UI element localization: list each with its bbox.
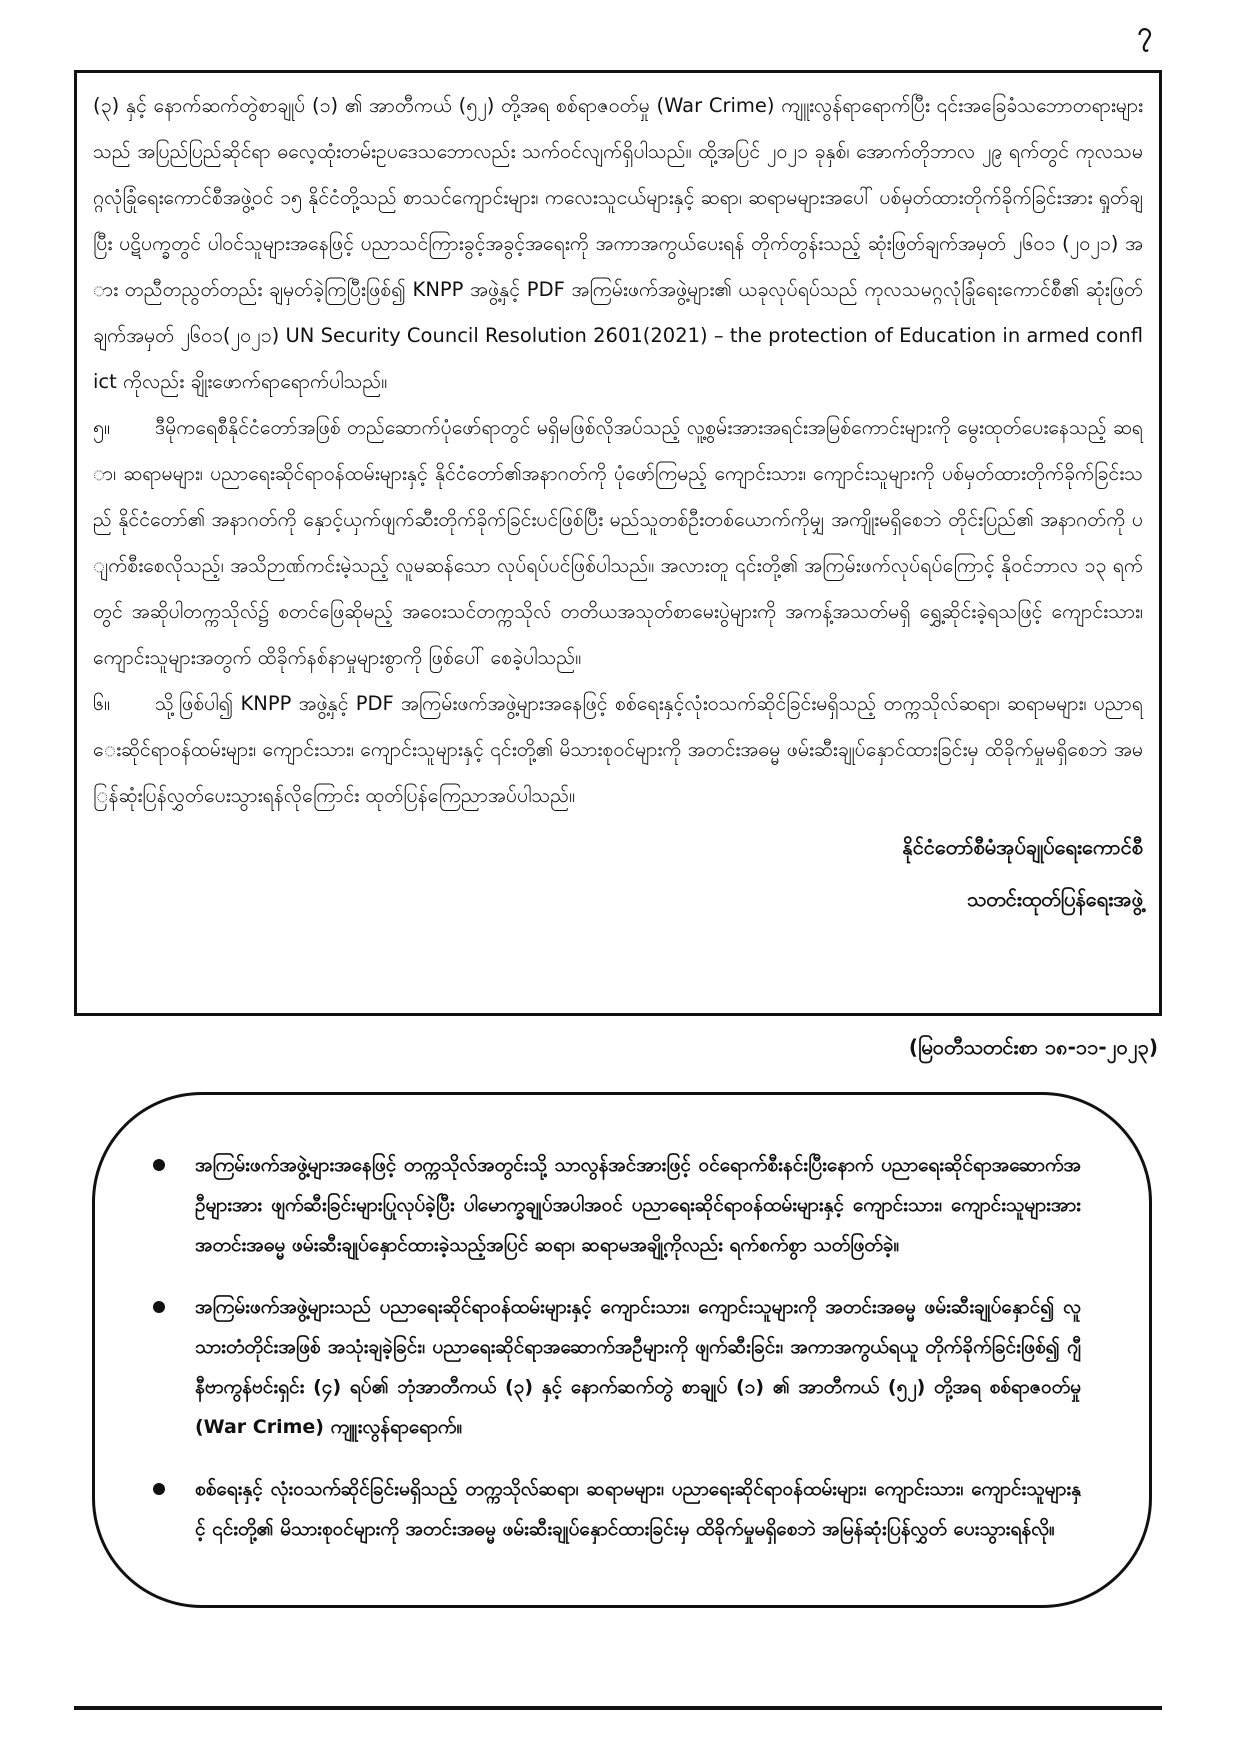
summary-bullet-2-text: အကြမ်းဖက်အဖွဲ့များသည် ပညာရေးဆိုင်ရာဝန်ထမ်းများနှင့် ကျောင်းသား၊ ကျောင်းသူများကို အတင်းအဓမ္မ ဖမ်းဆီးချုပ်နှောင်၍ လူသားတံတိုင်းအဖြစ် အသုံးချခဲ့ခြင်း၊ ပညာရေးဆိုင်ရာအဆောက်အဦများကို ဖျက်ဆီးခြင်း၊ အကာအကွယ်ရယူ တိုက်ခိုက်ခြင်းဖြစ်၍ ဂျီနီဗာကွန်ဗင်းရှင်း (၄) ရပ်၏ ဘုံအာတီကယ် (၃) နှင့် နောက်ဆက်တွဲ စာချုပ် (၁) ၏ အာတီကယ် (၅၂) တို့အရ စစ်ရာဇဝတ်မှု (War Crime) ကျူးလွန်ရာရောက်။ [195,1296,1081,1438]
signature-line-1: နိုင်ငံတော်စီမံအုပ်ချုပ်ရေးကောင်စီ [902,835,1143,859]
summary-box [92,1092,1152,1608]
paragraph-intro: (၃) နှင့် နောက်ဆက်တွဲစာချုပ် (၁) ၏ အာတီကယ် (၅၂) တို့အရ စစ်ရာဇဝတ်မှု (War Crime) ကျူးလွန်ရာရောက်ပြီး ၎င်းအခြေခံသဘောတရားများသည် အပြည်ပြည်ဆိုင်ရာ ဓလေ့ထုံးတမ်းဥပဒေသဘောလည်း သက်ဝင်လျက်ရှိပါသည်။ ထို့အပြင် ၂၀၂၁ ခုနှစ်၊ အောက်တိုဘာလ ၂၉ ရက်တွင် ကုလသမဂ္ဂလုံခြုံရေးကောင်စီအဖွဲ့ဝင် ၁၅ နိုင်ငံတို့သည် စာသင်ကျောင်းများ၊ ကလေးသူငယ်များနှင့် ဆရာ၊ ဆရာမများအပေါ် ပစ်မှတ်ထားတိုက်ခိုက်ခြင်းအား ရှုတ်ချပြီး ပဋိပက္ခတွင် ပါဝင်သူများအနေဖြင့် ပညာသင်ကြားခွင့်အခွင့်အရေးကို အကာအကွယ်ပေးရန် တိုက်တွန်းသည့် ဆုံးဖြတ်ချက်အမှတ် ၂၆၀၁ (၂၀၂၁) အား တညီတညွတ်တည်း ချမှတ်ခဲ့ကြပြီးဖြစ်၍ KNPP အဖွဲ့နှင့် PDF အကြမ်းဖက်အဖွဲ့များ၏ ယခုလုပ်ရပ်သည် ကုလသမဂ္ဂလုံခြုံရေးကောင်စီ၏ ဆုံးဖြတ် ချက်အမှတ် ၂၆၀၁(၂၀၂၁) UN Security Council Resolution 2601(2021) – the protection of Education in armed conflict ကိုလည်း ချိုးဖောက်ရာရောက်ပါသည်။ [93,94,1143,393]
signature-line-2: သတင်းထုတ်ပြန်ရေးအဖွဲ့ [966,887,1143,911]
summary-bullet-2 [143,1287,1081,1447]
summary-bullet-3-text: စစ်ရေးနှင့် လုံးဝသက်ဆိုင်ခြင်းမရှိသည့် တက္ကသိုလ်ဆရာ၊ ဆရာမများ၊ ပညာရေးဆိုင်ရာဝန်ထမ်းများ၊ ကျောင်းသား၊ ကျောင်းသူများနှင့် ၎င်းတို့၏ မိသားစုဝင်များကို အတင်းအဓမ္မ ဖမ်းဆီးချုပ်နှောင်ထားခြင်းမှ ထိခိုက်မှုမရှိစေဘဲ အမြန်ဆုံးပြန်လွှတ် ပေးသွားရန်လို။ [195,1478,1081,1540]
paragraph-5-text: ဒီမိုကရေစီနိုင်ငံတော်အဖြစ် တည်ဆောက်ပုံဖော်ရာတွင် မရှိမဖြစ်လိုအပ်သည့် လူ့စွမ်းအားအရင်းအမြစ်ကောင်းများကို မွေးထုတ်ပေးနေသည့် ဆရာ၊ ဆရာမများ၊ ပညာရေးဆိုင်ရာဝန်ထမ်းများနှင့် နိုင်ငံတော်၏အနာဂတ်ကို ပုံဖော်ကြမည့် ကျောင်းသား၊ ကျောင်းသူများကို ပစ်မှတ်ထားတိုက်ခိုက်ခြင်းသည် နိုင်ငံတော်၏ အနာဂတ်ကို နှောင့်ယှက်ဖျက်ဆီးတိုက်ခိုက်ခြင်းပင်ဖြစ်ပြီး မည်သူတစ်ဦးတစ်ယောက်ကိုမျှ အကျိုးမရှိစေဘဲ တိုင်းပြည်၏ အနာဂတ်ကို ပျက်စီးစေလိုသည့်၊ အသိဉာဏ်ကင်းမဲ့သည့် လူမဆန်သော လုပ်ရပ်ပင်ဖြစ်ပါသည်။ အလားတူ ၎င်းတို့၏ အကြမ်းဖက်လုပ်ရပ်ကြောင့် နိုဝင်ဘာလ ၁၃ ရက်တွင် အဆိုပါတက္ကသိုလ်၌ စတင်ဖြေဆိုမည့် အဝေးသင်တက္ကသိုလ် တတိယအသုတ်စာမေးပွဲများကို အကန့်အသတ်မရှိ ရွှေ့ဆိုင်းခဲ့ရသဖြင့် ကျောင်းသား၊ ကျောင်းသူများအတွက် ထိခိုက်နစ်နာမှုများစွာကို ဖြစ်ပေါ် စေခဲ့ပါသည်။ [93,416,1143,669]
bottom-divider [74,1706,1162,1710]
source-citation: (မြဝတီသတင်းစာ ၁၈-၁၁-၂၀၂၃) [908,1035,1158,1059]
summary-bullet-3 [143,1469,1081,1549]
paragraph-5 [93,405,1143,681]
page-number: ၇ [1137,17,1152,47]
paragraph-6 [93,681,1143,819]
bullet-dot-icon [153,1483,165,1495]
paragraph-5-number: ၅။ [93,416,110,439]
statement-box [74,70,1162,1016]
summary-bullet-1 [143,1145,1081,1265]
summary-bullet-list [143,1145,1081,1549]
paragraph-6-number: ၆။ [93,692,110,715]
summary-bullet-1-text: အကြမ်းဖက်အဖွဲ့များအနေဖြင့် တက္ကသိုလ်အတွင်းသို့ သာလွန်အင်အားဖြင့် ဝင်ရောက်စီးနင်းပြီးနောက် ပညာရေးဆိုင်ရာအဆောက်အဦများအား ဖျက်ဆီးခြင်းများပြုလုပ်ခဲ့ပြီး ပါမောက္ခချုပ်အပါအဝင် ပညာရေးဆိုင်ရာဝန်ထမ်းများနှင့် ကျောင်းသား၊ ကျောင်းသူများအား အတင်းအဓမ္မ ဖမ်းဆီးချုပ်နှောင်ထားခဲ့သည့်အပြင် ဆရာ၊ ဆရာမအချို့ကိုလည်း ရက်စက်စွာ သတ်ဖြတ်ခဲ့။ [195,1154,1081,1256]
paragraph-6-text: သို့ဖြစ်ပါ၍ KNPP အဖွဲ့နှင့် PDF အကြမ်းဖက်အဖွဲ့များအနေဖြင့် စစ်ရေးနှင့်လုံးဝသက်ဆိုင်ခြင်းမရှိသည့် တက္ကသိုလ်ဆရာ၊ ဆရာမများ၊ ပညာရေးဆိုင်ရာဝန်ထမ်းများ၊ ကျောင်းသား၊ ကျောင်းသူများနှင့် ၎င်းတို့၏ မိသားစုဝင်များကို အတင်းအဓမ္မ ဖမ်းဆီးချုပ်နှောင်ထားခြင်းမှ ထိခိုက်မှုမရှိစေဘဲ အမြန်ဆုံးပြန်လွှတ်ပေးသွားရန်လိုကြောင်း ထုတ်ပြန်ကြေညာအပ်ပါသည်။ [93,692,1143,807]
bullet-dot-icon [153,1301,165,1313]
bullet-dot-icon [153,1159,165,1171]
